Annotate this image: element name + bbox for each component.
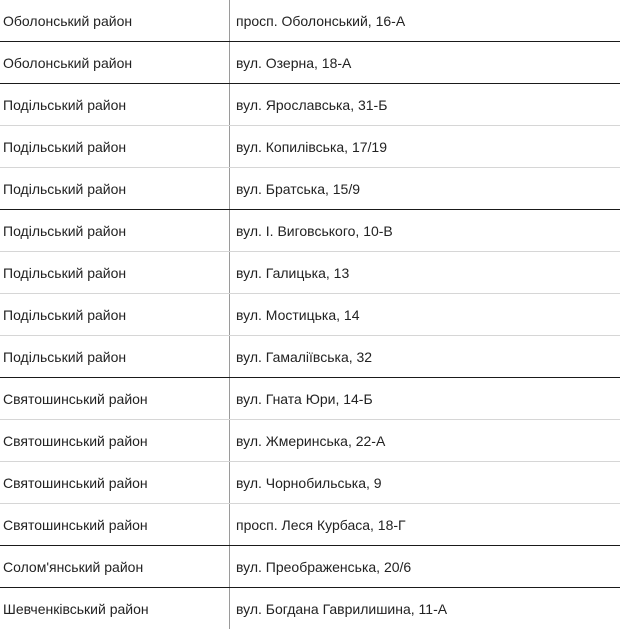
address-cell: вул. Жмеринська, 22-А: [230, 420, 620, 462]
table-row: [0, 84, 620, 126]
district-cell: Святошинський район: [0, 462, 230, 504]
table-row: [0, 504, 620, 546]
address-cell: вул. Братська, 15/9: [230, 168, 620, 210]
district-cell: Святошинський район: [0, 378, 230, 420]
address-cell: вул. І. Виговського, 10-В: [230, 210, 620, 252]
address-cell: вул. Гамаліївська, 32: [230, 336, 620, 378]
table-row: [0, 546, 620, 588]
district-cell: Подільський район: [0, 84, 230, 126]
address-cell: вул. Озерна, 18-А: [230, 42, 620, 84]
district-cell: Шевченківський район: [0, 588, 230, 629]
address-cell: вул. Богдана Гаврилишина, 11-А: [230, 588, 620, 629]
district-cell: Оболонський район: [0, 42, 230, 84]
address-cell: вул. Ярославська, 31-Б: [230, 84, 620, 126]
address-cell: вул. Преображенська, 20/6: [230, 546, 620, 588]
table-row: [0, 210, 620, 252]
district-cell: Солом'янський район: [0, 546, 230, 588]
address-cell: вул. Мостицька, 14: [230, 294, 620, 336]
district-cell: Оболонський район: [0, 0, 230, 42]
address-cell: просп. Оболонський, 16-А: [230, 0, 620, 42]
district-cell: Подільський район: [0, 336, 230, 378]
district-cell: Подільський район: [0, 168, 230, 210]
table-row: [0, 0, 620, 42]
table-row: [0, 462, 620, 504]
address-cell: просп. Леся Курбаса, 18-Г: [230, 504, 620, 546]
table-row: [0, 336, 620, 378]
district-cell: Святошинський район: [0, 420, 230, 462]
table-row: [0, 420, 620, 462]
address-cell: вул. Гната Юри, 14-Б: [230, 378, 620, 420]
district-cell: Подільський район: [0, 126, 230, 168]
table-row: [0, 168, 620, 210]
address-cell: вул. Чорнобильська, 9: [230, 462, 620, 504]
table-row: [0, 42, 620, 84]
address-cell: вул. Галицька, 13: [230, 252, 620, 294]
district-cell: Святошинський район: [0, 504, 230, 546]
table-row: [0, 126, 620, 168]
address-cell: вул. Копилівська, 17/19: [230, 126, 620, 168]
district-cell: Подільський район: [0, 252, 230, 294]
table-row: [0, 378, 620, 420]
district-cell: Подільський район: [0, 210, 230, 252]
table-row: [0, 294, 620, 336]
table-row: [0, 252, 620, 294]
district-cell: Подільський район: [0, 294, 230, 336]
table-row: [0, 588, 620, 629]
